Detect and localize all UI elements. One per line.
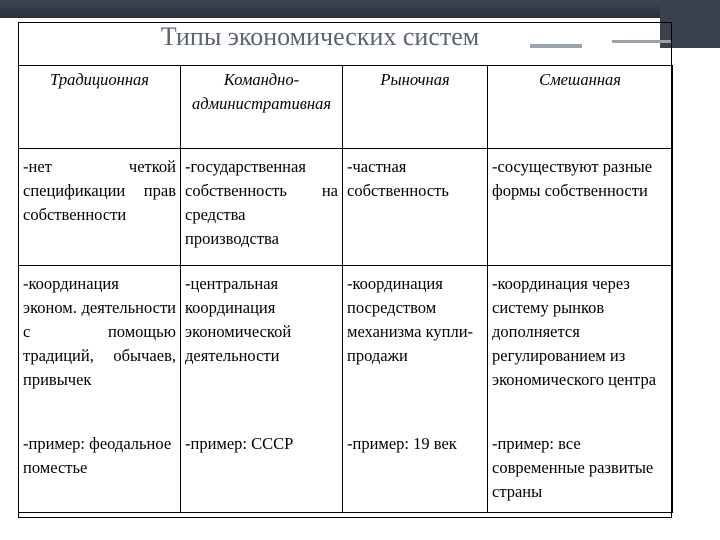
economic-systems-table <box>18 65 673 513</box>
top-decor-bar <box>0 0 720 18</box>
table-cell: -пример: все современные развитые страны <box>488 432 673 513</box>
table-row <box>19 149 673 266</box>
header-mixed: Смешанная <box>488 66 673 149</box>
table-cell: -координация посредством механизма купли-продажи <box>343 266 488 433</box>
table-row <box>19 266 673 433</box>
table-cell: -нет четкой спецификации прав собственности <box>19 149 181 266</box>
table-cell: -государственная собственность на средства производства <box>181 149 343 266</box>
header-market: Рыночная <box>343 66 488 149</box>
table-cell: -пример: 19 век <box>343 432 488 513</box>
header-traditional: Традиционная <box>19 66 181 149</box>
table-cell: -координация через систему рынков дополняется регулированием из экономического центра <box>488 266 673 433</box>
table-cell: -координация эконом. деятельности с помощью традиций, обычаев, привычек <box>19 266 181 433</box>
table-cell: -сосуществуют разные формы собственности <box>488 149 673 266</box>
header-command: Командно-административная <box>181 66 343 149</box>
header-row <box>19 66 673 149</box>
table-cell: -пример: СССР <box>181 432 343 513</box>
table-cell: -частная собственность <box>343 149 488 266</box>
slide-title: Типы экономических систем <box>160 22 480 51</box>
table-row <box>19 432 673 513</box>
table-cell: -центральная координация экономической деятельности <box>181 266 343 433</box>
table-cell: -пример: феодальное поместье <box>19 432 181 513</box>
